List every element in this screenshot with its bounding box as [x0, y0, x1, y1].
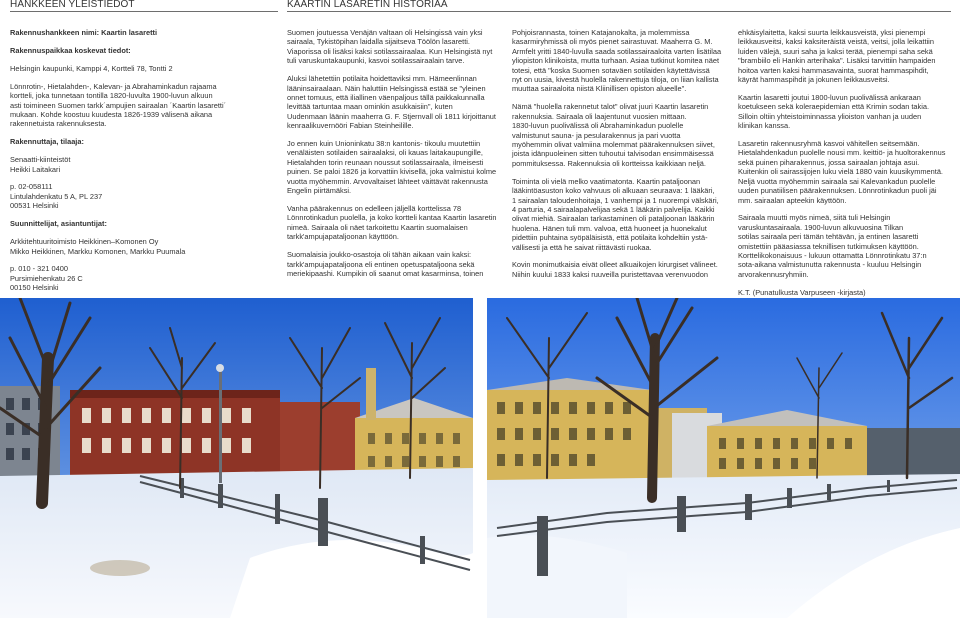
history-paragraph: Kaartin lasaretti joutui 1800-luvun puolivälissä ankaraan koetukseen sekä koleraepidemian että Krimin sodan takia. Silloin oltiin yhteistoiminnassa ylioiston vanhan ja uuden klinikan kanssa.: [738, 92, 930, 131]
history-paragraph: ehkäisylaitetta, kaksi suurta leikkausveistä, yksi pienempi leikkausveitsi, kaksi kaksiteräistä veistä, veitsi, jolla leikattiin luiden välejä, suuri saha ja kaksi terää, pienempi saha sekä "brambiilo eli Hankin arterihaka". Lisäksi tarvittiin hampaiden hoitoa varten kaksi hammasavainta, suorat hammaspihdit, käyrät hammaspihdit ja jokunen leikkausveitsi.: [738, 28, 936, 85]
section-header-history: KAARTIN LASARETIN HISTORIAA: [287, 0, 951, 12]
history-paragraph: Sairaala muutti myös nimeä, siitä tuli Helsingin varuskuntasairaala. 1900-luvun alkuvuosina Tilkan sotilas sairaala peri tämän tehtävän, ja entinen lasaretti omistettiin pääasiassa teknillisen tutkimuksen käyttöön. Korttelikokonaisuus - lukuun ottamatta Lönnrotinkatu 37:n sota-aikana valmistunutta rakennusta - kuuluu Helsingin arvorakennusryhmiin.: [738, 213, 927, 279]
site-info-label: Rakennuspaikkaa koskevat tiedot:: [10, 45, 131, 55]
history-column-3: [738, 28, 950, 306]
photo-courtyard-yellow-building: [487, 298, 960, 618]
photo-courtyard-red-building: [0, 298, 473, 618]
client-name: Senaatti-kiinteistöt Heikki Laitakari: [10, 155, 71, 174]
designers-names: Arkkitehtuuritoimisto Heikkinen–Komonen Oy Mikko Heikkinen, Markku Komonen, Markku Puumala: [10, 237, 186, 256]
history-paragraph: Suomen joutuessa Venäjän valtaan oli Helsingissä vain yksi sairaala, Tykistöpihan laidalla sijaitseva Töölön lasaretti. Viaporissa oli lisäksi kaksi sotilassairaalaa. Kun Helsingistä nyt tuli varuskuntakaupunki, kasvoi sotilassairaalain tarve.: [287, 28, 493, 66]
site-description: Lönnrotin-, Hietalahden-, Kalevan- ja Abrahaminkadun rajaama kortteli, joka tunnetaan tontilla 1820-luvulta 1900-luvun alkuun asti toimineen Suomen tarkk´ampujien sairaalan ´Kaartin lasaretti´ mukaan. Kohde koostuu kuudesta 1826-1939 välisenä aikana rakennetuista rakennuksesta.: [10, 81, 227, 129]
history-paragraph: Aluksi lähetettiin potilaita hoidettaviksi mm. Hämeenlinnan lääninsairaalaan. Näin haluttiin Helsingissä estää se "yleinen onnet tomuus, että iliallinen väenpaljous tällä paikkakunnalla levittää tartuntaa maan ominkin asukkaisiin", kuten Uudenmaan läänin maaherra G. F. Stjernvall oli 1811 kirjoittanut kenraalikuvernööri Fabian Steinheilille.: [287, 74, 496, 131]
client-contact: p. 02-058111 Lintulahdenkatu 5 A, PL 237 00531 Helsinki: [10, 182, 103, 211]
designers-label: Suunnittelijat, asiantuntijat:: [10, 219, 107, 229]
section-header-project-info: HANKKEEN YLEISTIEDOT: [10, 0, 278, 12]
history-source-credit: K.T. (Punatulkusta Varpuseen -kirjasta): [738, 287, 866, 297]
history-paragraph: Toiminta oli vielä melko vaatimatonta. Kaartin pataljoonan lääkintöasuston koko vahvuus oli alkuaan seuraava: 1 lääkäri, 1 sairaalan taloudenhoitaja, 1 vanhempi ja 1 nuorempi välskäri, 4 parturia, 4 sairaalapalvelijaa sekä 1 lääkärin palvelija. Kaikki olivat miehiä. Sairaalan tarkastaminen oli pataljoonan lääkärin huolena. Hänen tuli mm. valvoa, että huoneet ja huonekalut pidettiin puhtaina syöpäläisistä, että potilaita kohdeltiin ystä- vällisesti ja että he saivat riittävästi ruokaa.: [512, 176, 719, 252]
client-label: Rakennuttaja, tilaaja:: [10, 137, 84, 147]
site-address: Helsingin kaupunki, Kamppi 4, Kortteli 78, Tontti 2: [10, 63, 173, 73]
history-column-1: [287, 28, 499, 287]
history-column-2: [512, 28, 724, 288]
history-paragraph: Lasaretin rakennusryhmä kasvoi vähitellen seitsemään. Hietalahdenkadun puolelle nousi mm. keittiö- ja huoltorakennus sekä puinen piharakennus, jossa sairaalan johtaja asui. Kuitenkin oli sairassijojen luku vielä 1880 vain kuusikymmentä. Neljä vuotta myöhemmin sairaala sai Kalevankadun puolelle uuden punatiilisen päärakennuksen. Lönnrotinkadun puoli jäi mm. sairaalan apteekin käyttöön.: [738, 139, 946, 205]
project-name: Rakennushankkeen nimi: Kaartin lasaretti: [10, 28, 158, 37]
history-paragraph: Vanha päärakennus on edelleen jäljellä korttelissa 78 Lönnrotinkadun puolella, ja koko kortteli kantaa Kaartin lasaretin nimeä. Sairaala oli näet tarkoitettu Kaartin suomalaisen tarkk'ampujapataljoonan käyttöön.: [287, 204, 497, 242]
history-paragraph: Nämä "huolella rakennetut talot" olivat juuri Kaartin lasaretin rakennuksia. Sairaala oli laajentunut vuosien mittaan. 1830-luvun puolivälissä oli Abrahaminkadun puolelle valmistunut sauna- ja pesularakennus ja pari vuotta myöhemmin olivat valmiina molemmat päärakennuksen siivet, joista idänpuoleinen sitten tuhoutui talvisodan ensimmäisessä pommituksessa. Rakennuksia oli kortteissa kaikkiaan neljä.: [512, 102, 715, 168]
history-paragraph: Jo ennen kuin Unioninkatu 38:n kantonis- tikoulu muutettiin venäläisten sotilaiden sairaalaksi, oli kauas laitakaupungille, Hietalahden torin reunaan noussut sotilassairaala, ilmeisesti puinen. Se paloi 1826 ja korvattiin kivisellä, joka valmistui kolme vuotta myöhemmin. Arvovaltaiset lähteet väittävät rakennusta Engelin piirtämäksi.: [287, 139, 497, 196]
project-info-column: [10, 28, 240, 301]
designers-contact: p. 010 - 321 0400 Pursimiehenkatu 26 C 00150 Helsinki: [10, 264, 83, 293]
history-paragraph: Suomalaisia joukko-osastoja oli tähän aikaan vain kaksi: tarkk'ampujapataljoona eli entinen opetuspataljoona sekä meriekipaashi. Kumpikin oli saanut omat kasarminsa, toinen: [287, 250, 484, 278]
history-paragraph: Pohjoisrannasta, toinen Katajanokalta, ja molemmissa kasarmiryhmissä oli myös pienet sairastuvat. Maaherra G. M. Armfelt yritti 1840-luvulla saada sotilassairaaloita varten lisätilaa yliopiston klinikoista, mutta turhaan. Asiaa tutkinut komitea näet totesi, että "koska Suomen sotaväen sotilaiden käytettävissä nyt on uusia, kivestä huolella rakennettuja tiloja, on liian kallista muuttaa sairaaloita niistä Kliinillisen opiston alueelle".: [512, 28, 722, 94]
history-paragraph: Kovin monimutkaisia eivät olleet alkuaikojen kirurgiset välineet. Niihin kuului 1833 kaksi ruuveilla puristettavaa verenvuodon: [512, 260, 718, 279]
